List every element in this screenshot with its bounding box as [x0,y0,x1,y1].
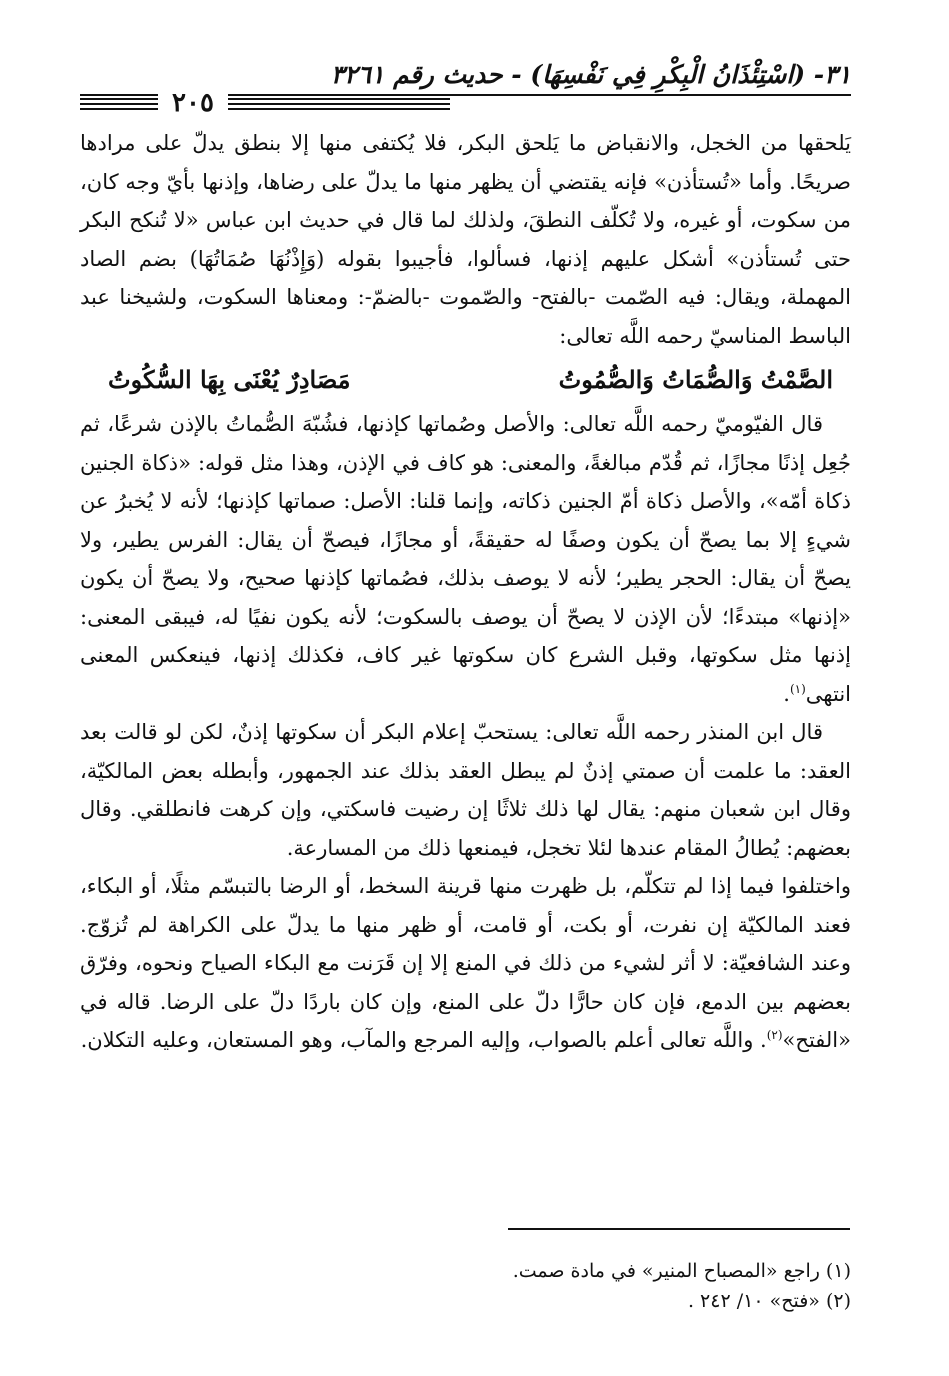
paragraph-3: قال ابن المنذر رحمه اللَّه تعالى: يستحبّ إعلام البكر أن سكوتها إذنٌ، لكن لو قالت بعد العقد: ما علمت أن صمتي إذنٌ لم يبطل العقد بذلك عند الجمهور، وأبطله بعض المالكيّة، وقال ابن شعبان منهم: يقال لها ذلك ثلاثًا إن رضيت فاسكتي، وإن كرهت فانطلقي. وقال بعضهم: يُطالُ المقام عندها لئلا تخجل، فيمنعها ذلك من المسارعة. [80,720,851,860]
main-text [80,124,851,1060]
footnote-separator [508,1228,850,1230]
footnote-ref-2[interactable]: (٢) [766,1028,783,1042]
page-number-rule-right [228,98,450,108]
paragraph-2-text: قال الفيّوميّ رحمه اللَّه تعالى: والأصل وصُماتها كإذنها، فشُبّهَ الصُّماتُ بالإذن شرعًا، ثم جُعِل إذنًا مجازًا، ثم قُدّم مبالغةً، والمعنى: هو كاف في الإذن، وهذا مثل قوله: «ذكاة الجنين ذكاة أمّه»، والأصل ذكاة أمّ الجنين ذكاته، وإنما قلنا: الأصل: صماتها كإذنها؛ لأنه لا يُخبرُ عن شيءٍ إلا بما يصحّ أن يكون وصفًا له حقيقةً، أو مجازًا، فيصحّ أن يقال: الفرس يطير، ولا يصحّ أن يقال: الحجر يطير؛ لأنه لا يوصف بذلك، فصُماتها كإذنها صحيح، ولا يصحّ أن يكون «إذنها» مبتدءًا؛ لأن الإذن لا يصحّ أن يوصف بالسكوت؛ لأنه يكون نفيًا له، فيبقى المعنى: إذنها مثل سكوتها، وقبل الشرع كان سكوتها غير كاف، فكذلك إذنها، فينعكس المعنى انتهى [80,412,851,706]
footnote-1: (١) راجع «المصباح المنير» في مادة صمت. [512,1260,851,1282]
footnotes [300,1256,851,1316]
paragraph-4-tail: . واللَّه تعالى أعلم بالصواب، وإليه المرجع والمآب، وهو المستعان، وعليه التكلان. [80,1028,767,1052]
page-number: ٢٠٥ [158,87,228,119]
poem-second-hemistich: مَصَادِرٌ يُعْنَى بِهَا السُّكُوتُ [108,365,351,394]
footnote-ref-1[interactable]: (١) [789,681,806,696]
running-title: ٣١- (اسْتِئْذَانُ الْبِكْرِ فِي نَفْسِهَا) - حديث رقم ٣٢٦١ [330,60,851,89]
paragraph-4 [80,867,851,1060]
poem-first-hemistich: الصَّمْتُ وَالصُّمَاتُ وَالصُّمُوتُ [558,365,833,394]
page-number-rule-left [80,98,162,108]
footnote-2: (٢) «فتح» ١٠/ ٢٤٢ . [687,1290,851,1312]
paragraph-1: يَلحقها من الخجل، والانقباض ما يَلحق البكر، فلا يُكتفى منها إلا بنطق يدلّ على مرادها صريحًا. وأما «تُستأذن» فإنه يقتضي أن يظهر منها ما يدلّ على رضاها، وإذنها بأيّ وجه كان، من سكوت، أو غيره، ولا تُكلّف النطقَ، ولذلك لما قال في حديث ابن عباس «لا تُنكح البكر حتى تُستأذن» أشكل عليهم إذنها، فسألوا، فأجيبوا بقوله (وَإِذْنُهَا صُمَاتُهَا) بضم الصاد المهملة، ويقال: فيه الصّمت -بالفتح- والصّموت -بالضمّ-: ومعناها السكوت، ولشيخنا عبد الباسط المناسيّ رحمه اللَّه تعالى: [80,131,851,348]
poem-verse [80,355,851,405]
paragraph-4-text: واختلفوا فيما إذا لم تتكلّم، بل ظهرت منها قرينة السخط، أو الرضا بالتبسّم مثلًا، أو البكاء، فعند المالكيّة إن نفرت، أو بكت، أو قامت، أو ظهر منها ما يدلّ على الكراهة لم تُزوّج. وعند الشافعيّة: لا أثر لشيء من ذلك في المنع إلا إن قَرَنت مع البكاء الصياح ونحوه، وفرّق بعضهم بين الدمع، فإن كان حارًّا دلّ على المنع، وإن كان باردًا دلّ على الرضا. قاله في «الفتح» [80,874,851,1052]
paragraph-2: قال الفيّوميّ رحمه اللَّه تعالى: والأصل وصُماتها كإذنها، فشُبّهَ الصُّماتُ بالإذن شرعًا، ثم جُعِل إذنًا مجازًا، ثم قُدّم مبالغةً، والمعنى: هو كاف في الإذن، وهذا مثل قوله: «ذكاة الجنين ذكاة أمّه»، والأصل ذكاة أمّ الجنين ذكاته، وإنما قلنا: الأصل: صماتها كإذنها؛ لأنه لا يُخبرُ عن شيءٍ إلا بما يصحّ أن يكون وصفًا له حقيقةً، أو مجازًا، فيصحّ أن يقال: الفرس يطير، ولا يصحّ أن يقال: الحجر يطير؛ لأنه لا يوصف بذلك، فصُماتها كإذنها صحيح، ولا يصحّ أن يكون «إذنها» مبتدءًا؛ لأن الإذن لا يصحّ أن يوصف بالسكوت؛ لأنه يكون نفيًا له، فيبقى المعنى: إذنها مثل سكوتها، وقبل الشرع كان سكوتها غير كاف، فكذلك إذنها، فينعكس المعنى انتهى$^{(١)}$. [80,412,851,706]
